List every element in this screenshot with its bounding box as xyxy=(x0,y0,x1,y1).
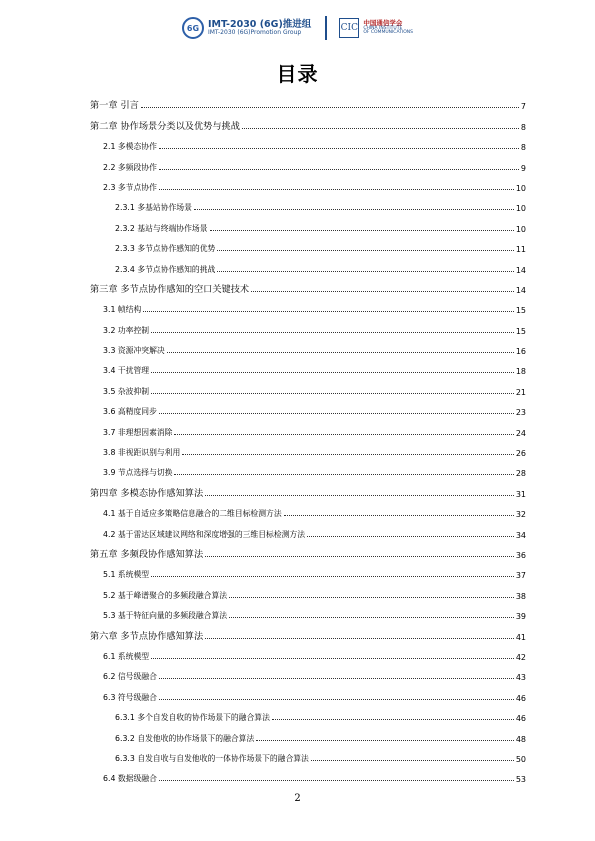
cic-logo xyxy=(339,18,413,38)
toc-entry-title: 6.3 符号级融合 xyxy=(103,692,157,702)
toc-entry-title: 3.9 节点选择与切换 xyxy=(103,468,173,478)
toc-entry-page: 31 xyxy=(515,489,526,499)
toc-leader-dots xyxy=(174,473,513,475)
toc-entry-title: 2.1 多模态协作 xyxy=(103,142,157,152)
table-of-contents xyxy=(90,91,526,784)
toc-entry-page: 10 xyxy=(515,183,526,193)
toc-leader-dots xyxy=(159,677,514,679)
toc-leader-dots xyxy=(141,106,519,108)
toc-entry[interactable] xyxy=(90,173,526,193)
toc-leader-dots xyxy=(159,412,514,414)
toc-entry-title: 6.1 系统模型 xyxy=(103,651,150,661)
toc-leader-dots xyxy=(182,453,514,455)
toc-entry-title: 第四章 多模态协作感知算法 xyxy=(90,487,204,499)
toc-entry-page: 46 xyxy=(515,693,526,703)
toc-entry[interactable] xyxy=(90,662,526,682)
toc-entry-page: 28 xyxy=(515,469,526,479)
toc-leader-dots xyxy=(217,249,514,251)
toc-entry[interactable] xyxy=(90,356,526,376)
toc-entry-title: 5.2 基于峰谱聚合的多频段融合算法 xyxy=(103,590,228,600)
toc-entry-page: 9 xyxy=(520,163,526,173)
toc-entry-title: 第一章 引言 xyxy=(90,100,139,112)
toc-leader-dots xyxy=(205,494,514,496)
toc-entry-page: 18 xyxy=(515,367,526,377)
toc-entry-title: 3.6 高精度同步 xyxy=(103,407,157,417)
toc-entry-title: 4.1 基于自适应多策略信息融合的二维目标检测方法 xyxy=(103,509,282,519)
toc-entry[interactable] xyxy=(90,234,526,254)
toc-leader-dots xyxy=(284,514,514,516)
toc-entry-title: 3.1 帧结构 xyxy=(103,305,142,315)
toc-entry-page: 10 xyxy=(515,224,526,234)
toc-entry-page: 15 xyxy=(515,306,526,316)
toc-entry-page: 14 xyxy=(515,265,526,275)
toc-entry-title: 6.4 数据级融合 xyxy=(103,774,157,784)
toc-leader-dots xyxy=(174,433,513,435)
toc-entry[interactable] xyxy=(90,478,526,498)
toc-leader-dots xyxy=(194,208,514,210)
toc-entry[interactable] xyxy=(90,295,526,315)
toc-entry-page: 42 xyxy=(515,652,526,662)
toc-entry-page: 8 xyxy=(520,143,526,153)
toc-entry[interactable] xyxy=(90,519,526,539)
toc-entry-page: 10 xyxy=(515,204,526,214)
toc-entry-title: 3.8 非视距识别与利用 xyxy=(103,448,181,458)
toc-entry-page: 11 xyxy=(515,245,526,255)
toc-leader-dots xyxy=(205,555,514,557)
toc-leader-dots xyxy=(272,718,514,720)
toc-entry[interactable] xyxy=(90,723,526,743)
toc-leader-dots xyxy=(229,616,514,618)
toc-entry[interactable] xyxy=(90,315,526,335)
toc-leader-dots xyxy=(159,698,514,700)
toc-entry-title: 5.3 基于特征向量的多频段融合算法 xyxy=(103,611,228,621)
toc-leader-dots xyxy=(251,290,514,292)
toc-leader-dots xyxy=(307,535,514,537)
toc-entry-title: 第三章 多节点协作感知的空口关键技术 xyxy=(90,283,250,295)
logo-title: IMT-2030 (6G)推进组 xyxy=(207,18,312,30)
toc-entry-title: 6.2 信号级融合 xyxy=(103,672,157,682)
toc-entry[interactable] xyxy=(90,560,526,580)
cic-name-en-2: OF COMMUNICATIONS xyxy=(363,30,414,36)
toc-entry[interactable] xyxy=(90,458,526,478)
toc-entry[interactable] xyxy=(90,438,526,458)
toc-entry-page: 23 xyxy=(515,408,526,418)
toc-entry-page: 50 xyxy=(515,754,526,764)
cic-mark-icon: CIC xyxy=(339,18,359,38)
toc-entry[interactable] xyxy=(90,336,526,356)
toc-leader-dots xyxy=(256,739,514,741)
toc-leader-dots xyxy=(242,127,519,129)
toc-leader-dots xyxy=(311,759,514,761)
toc-entry[interactable] xyxy=(90,91,526,111)
toc-entry-title: 5.1 系统模型 xyxy=(103,570,150,580)
toc-entry[interactable] xyxy=(90,213,526,233)
toc-entry-page: 8 xyxy=(520,122,526,132)
toc-entry[interactable] xyxy=(90,682,526,702)
page-number: 2 xyxy=(294,793,301,804)
toc-entry[interactable] xyxy=(90,376,526,396)
toc-entry[interactable] xyxy=(90,254,526,274)
toc-entry-title: 6.3.2 自发他收的协作场景下的融合算法 xyxy=(115,733,255,743)
toc-entry[interactable] xyxy=(90,703,526,723)
toc-entry-page: 46 xyxy=(515,714,526,724)
toc-entry-page: 7 xyxy=(520,102,526,112)
toc-leader-dots xyxy=(159,779,514,781)
toc-leader-dots xyxy=(217,270,514,272)
toc-entry-page: 36 xyxy=(515,550,526,560)
page-title: 目录 xyxy=(276,62,319,86)
toc-entry-page: 43 xyxy=(515,673,526,683)
toc-entry[interactable] xyxy=(90,499,526,519)
toc-entry-page: 34 xyxy=(515,530,526,540)
toc-entry-page: 38 xyxy=(515,591,526,601)
toc-entry[interactable] xyxy=(90,601,526,621)
toc-entry-title: 2.3.2 基站与终端协作场景 xyxy=(115,223,208,233)
cic-name-en-1: CHINA INSTITUTE xyxy=(363,25,403,31)
toc-entry-page: 53 xyxy=(515,775,526,785)
toc-entry[interactable] xyxy=(90,111,526,131)
toc-entry[interactable] xyxy=(90,642,526,662)
toc-entry-title: 6.3.1 多个自发自收的协作场景下的融合算法 xyxy=(115,713,270,723)
toc-leader-dots xyxy=(151,331,514,333)
toc-entry-page: 26 xyxy=(515,449,526,459)
toc-entry-page: 41 xyxy=(515,632,526,642)
toc-entry-title: 3.2 功率控制 xyxy=(103,325,150,335)
toc-entry-title: 2.3 多节点协作 xyxy=(103,182,157,192)
6g-badge-icon: 6G xyxy=(182,17,204,39)
toc-entry-page: 24 xyxy=(515,428,526,438)
toc-entry-page: 39 xyxy=(515,612,526,622)
toc-entry-title: 2.3.4 多节点协作感知的挑战 xyxy=(115,264,216,274)
page-header xyxy=(0,0,595,56)
toc-entry-page: 15 xyxy=(515,326,526,336)
toc-entry-title: 3.5 杂波抑制 xyxy=(103,386,150,396)
toc-entry-title: 3.7 非理想因素消除 xyxy=(103,427,173,437)
toc-entry-title: 6.3.3 自发自收与自发他收的一体协作场景下的融合算法 xyxy=(115,753,309,763)
toc-entry-page: 32 xyxy=(515,510,526,520)
toc-entry-page: 16 xyxy=(515,347,526,357)
toc-entry[interactable] xyxy=(90,540,526,560)
toc-entry[interactable] xyxy=(90,580,526,600)
toc-entry-page: 37 xyxy=(515,571,526,581)
logo-divider xyxy=(325,16,327,40)
toc-leader-dots xyxy=(151,392,514,394)
toc-entry-title: 第二章 协作场景分类以及优势与挑战 xyxy=(90,120,240,132)
toc-entry-title: 3.3 资源冲突解决 xyxy=(103,346,165,356)
toc-leader-dots xyxy=(159,168,519,170)
toc-leader-dots xyxy=(205,637,514,639)
toc-entry-title: 2.3.3 多节点协作感知的优势 xyxy=(115,244,216,254)
toc-entry-title: 4.2 基于雷达区域建议网络和深度增强的三维目标检测方法 xyxy=(103,529,306,539)
toc-entry[interactable] xyxy=(90,417,526,437)
toc-leader-dots xyxy=(229,596,514,598)
toc-leader-dots xyxy=(159,147,519,149)
toc-leader-dots xyxy=(151,657,514,659)
toc-entry-title: 第五章 多频段协作感知算法 xyxy=(90,548,204,560)
toc-entry-title: 2.2 多频段协作 xyxy=(103,162,157,172)
toc-entry-page: 14 xyxy=(515,285,526,295)
toc-leader-dots xyxy=(143,310,514,312)
toc-entry[interactable] xyxy=(90,152,526,172)
logo-subtitle: IMT-2030 (6G)Promotion Group xyxy=(207,28,302,36)
toc-leader-dots xyxy=(167,351,514,353)
toc-entry-page: 21 xyxy=(515,387,526,397)
toc-entry-title: 2.3.1 多基站协作场景 xyxy=(115,203,192,213)
toc-leader-dots xyxy=(159,188,514,190)
toc-entry-title: 3.4 干扰管理 xyxy=(103,366,150,376)
toc-entry[interactable] xyxy=(90,193,526,213)
toc-entry[interactable] xyxy=(90,621,526,641)
toc-entry-page: 48 xyxy=(515,734,526,744)
toc-entry[interactable] xyxy=(90,275,526,295)
toc-entry[interactable] xyxy=(90,764,526,784)
toc-entry[interactable] xyxy=(90,132,526,152)
toc-entry[interactable] xyxy=(90,744,526,764)
toc-leader-dots xyxy=(151,575,514,577)
toc-leader-dots xyxy=(151,371,514,373)
imt2030-logo xyxy=(182,17,311,39)
toc-entry[interactable] xyxy=(90,397,526,417)
toc-leader-dots xyxy=(210,229,514,231)
cic-name-cn: 中国通信学会 xyxy=(363,18,403,27)
toc-entry-title: 第六章 多节点协作感知算法 xyxy=(90,630,204,642)
